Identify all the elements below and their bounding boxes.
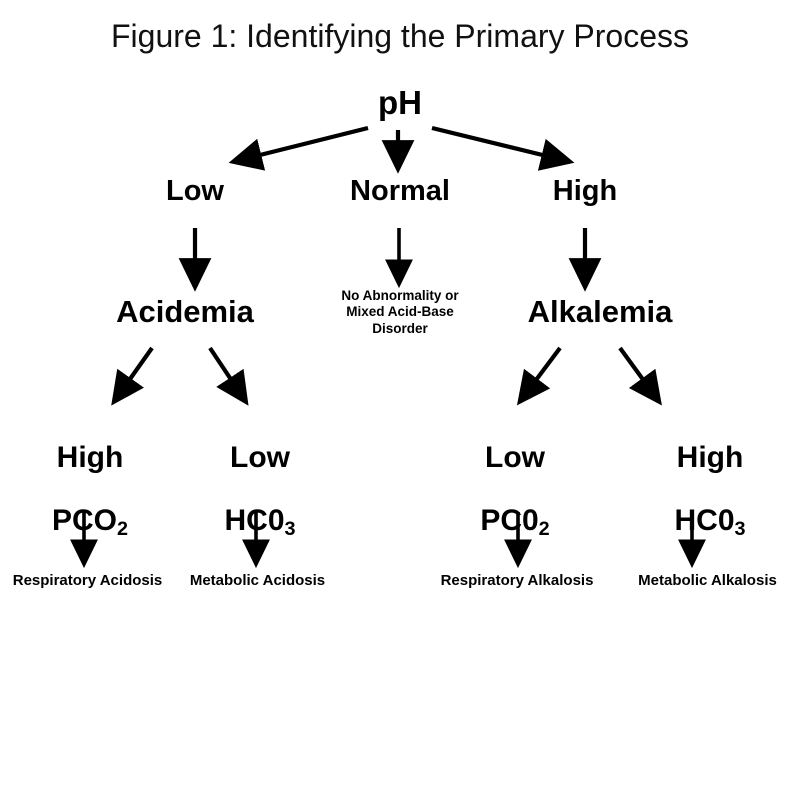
node-high-pco2-line1: High [56, 440, 124, 474]
node-high-pco2-formula: PCO [51, 504, 117, 538]
node-low-pco2 [445, 410, 585, 572]
edge-ph-high [432, 128, 563, 160]
node-low-hco3-subscript: 3 [284, 518, 296, 541]
node-low-hco3-line1: Low [230, 440, 290, 474]
node-alkalemia: Alkalemia [527, 294, 673, 329]
node-high-pco2-line2 [20, 505, 160, 540]
node-respiratory-alkalosis: Respiratory Alkalosis [440, 572, 594, 589]
node-low-hco3-formula: HC0 [224, 504, 285, 538]
node-low-pco2-formula: PC0 [480, 504, 539, 538]
node-no-abnormality: No Abnormality or Mixed Acid-Base Disorder [341, 288, 459, 336]
node-acidemia: Acidemia [116, 294, 254, 329]
node-metabolic-alkalosis: Metabolic Alkalosis [638, 572, 777, 589]
node-ph: pH [378, 84, 422, 121]
figure-title: Figure 1: Identifying the Primary Process [110, 18, 689, 54]
edge-acidemia-highpco2 [118, 348, 152, 396]
node-low-hco3-line2 [190, 505, 330, 540]
node-low-pco2-line1: Low [485, 440, 545, 474]
node-high-pco2 [20, 410, 160, 572]
edge-alkalemia-highhco3 [620, 348, 655, 396]
node-high-pco2-subscript: 2 [117, 518, 129, 541]
node-ph-high: High [552, 175, 618, 207]
edge-ph-low [240, 128, 368, 160]
node-high-hco3-formula: HC0 [674, 504, 735, 538]
node-low-pco2-subscript: 2 [538, 518, 550, 541]
node-low-pco2-line2 [445, 505, 585, 540]
edge-acidemia-lowhco3 [210, 348, 242, 396]
node-ph-low: Low [166, 175, 224, 207]
edge-alkalemia-lowpco2 [524, 348, 560, 396]
node-ph-normal: Normal [350, 175, 450, 207]
node-high-hco3-line1: High [676, 440, 744, 474]
node-high-hco3-line2 [640, 505, 780, 540]
node-high-hco3-subscript: 3 [734, 518, 746, 541]
node-low-hco3 [190, 410, 330, 572]
node-high-hco3 [640, 410, 780, 572]
node-respiratory-acidosis: Respiratory Acidosis [12, 572, 163, 589]
node-metabolic-acidosis: Metabolic Acidosis [189, 572, 326, 589]
